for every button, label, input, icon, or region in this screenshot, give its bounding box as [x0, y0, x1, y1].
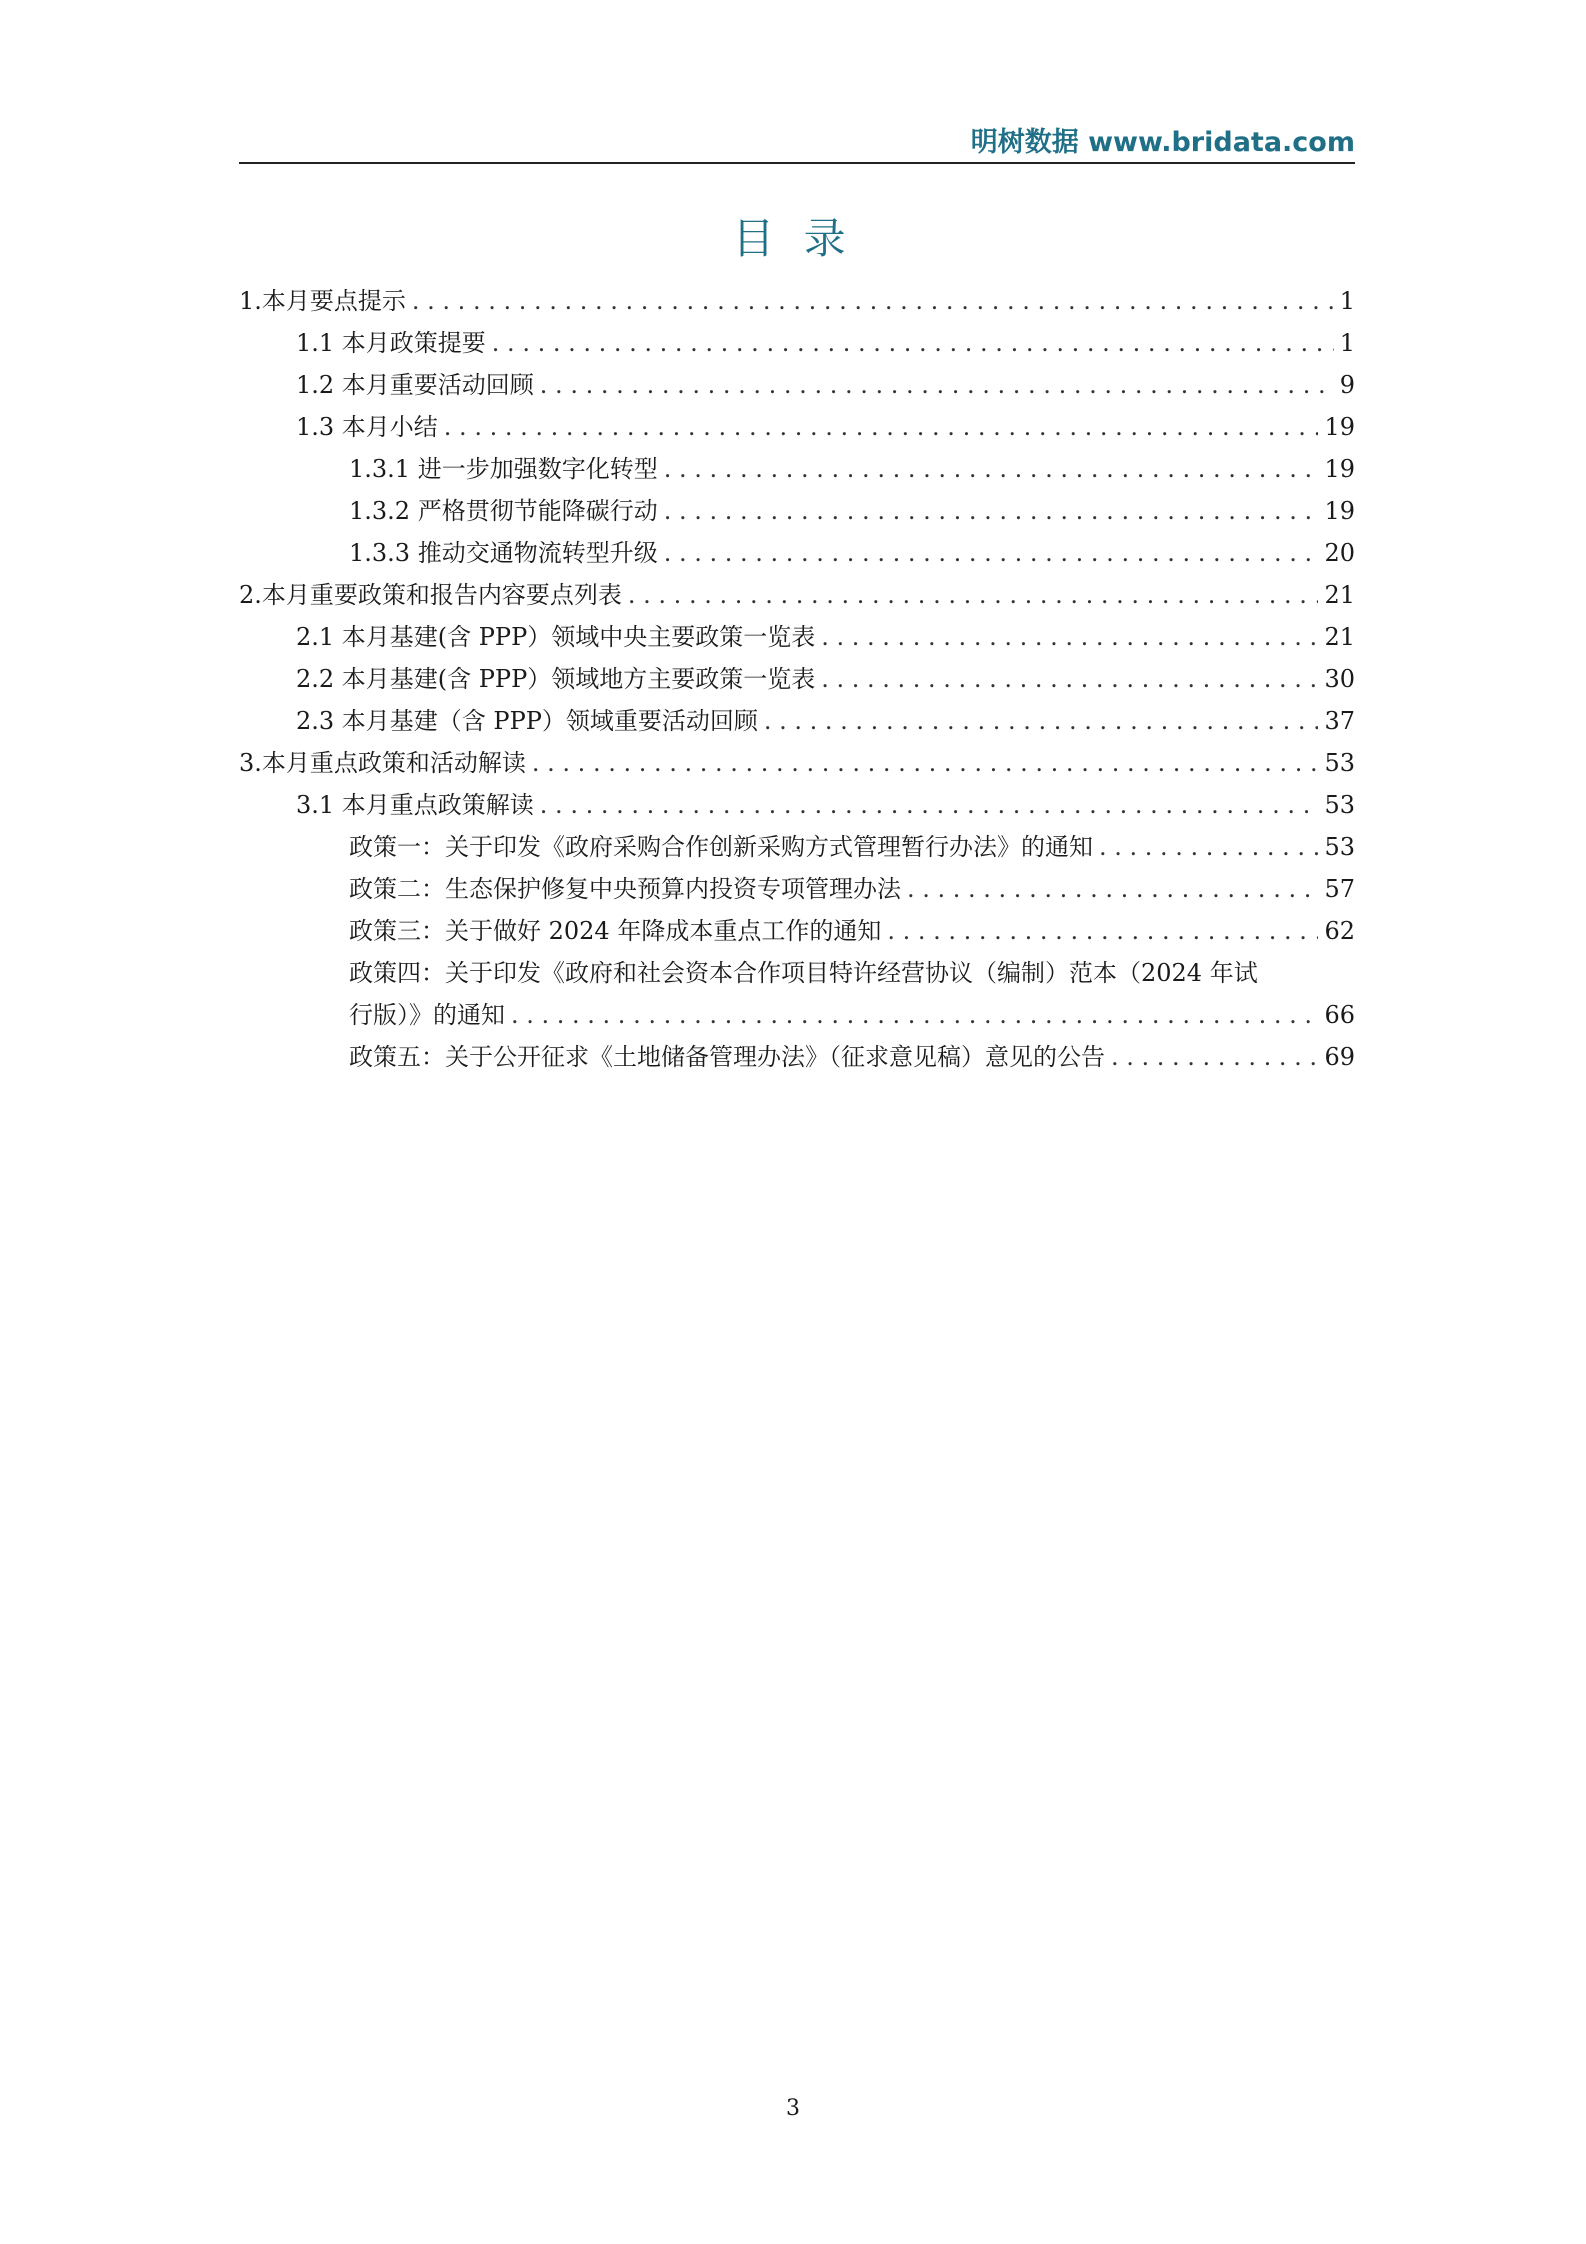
toc-leader-dots: [664, 532, 1319, 574]
toc-entry-label: 政策二：生态保护修复中央预算内投资专项管理办法: [349, 875, 901, 903]
toc-leader-dots: [664, 490, 1319, 532]
table-of-contents: [239, 280, 1355, 1078]
toc-entry[interactable]: [239, 406, 1355, 448]
toc-entry[interactable]: [239, 532, 1355, 574]
toc-entry-page: 66: [1324, 1001, 1355, 1029]
toc-entry-label: 1.3 本月小结: [296, 413, 438, 441]
toc-entry[interactable]: [239, 868, 1355, 910]
toc-entry-page: 9: [1339, 371, 1355, 399]
toc-entry-page: 69: [1324, 1043, 1355, 1071]
toc-entry-page: 1: [1339, 287, 1355, 315]
toc-entry-label: 1.3.1 进一步加强数字化转型: [349, 455, 658, 483]
toc-entry-label: 1.1 本月政策提要: [296, 329, 486, 357]
toc-entry-page: 30: [1324, 665, 1355, 693]
toc-entry-label: 1.2 本月重要活动回顾: [296, 371, 534, 399]
toc-entry[interactable]: [239, 616, 1355, 658]
header-divider: [239, 162, 1355, 164]
toc-entry-label: 3.1 本月重点政策解读: [296, 791, 534, 819]
toc-leader-dots: [821, 658, 1318, 700]
header-brand: 明树数据 www.bridata.com: [970, 127, 1355, 158]
toc-leader-dots: [412, 280, 1334, 322]
toc-entry-page: 20: [1324, 539, 1355, 567]
toc-entry-label: 政策三：关于做好 2024 年降成本重点工作的通知: [349, 917, 882, 945]
toc-entry-page: 21: [1324, 623, 1355, 651]
toc-leader-dots: [628, 574, 1319, 616]
toc-leader-dots: [764, 700, 1319, 742]
toc-entry-page: 1: [1339, 329, 1355, 357]
toc-leader-dots: [907, 868, 1318, 910]
toc-entry[interactable]: [239, 574, 1355, 616]
toc-entry[interactable]: [239, 364, 1355, 406]
toc-title: 目 录: [732, 214, 854, 263]
toc-entry[interactable]: [239, 490, 1355, 532]
toc-entry[interactable]: [239, 322, 1355, 364]
toc-entry[interactable]: [239, 826, 1355, 868]
toc-entry[interactable]: [239, 910, 1355, 952]
toc-leader-dots: [444, 406, 1319, 448]
toc-entry-label: 2.3 本月基建（含 PPP）领域重要活动回顾: [296, 707, 758, 735]
toc-entry[interactable]: [239, 742, 1355, 784]
toc-entry-label: 1.本月要点提示: [239, 287, 406, 315]
toc-entry[interactable]: [239, 448, 1355, 490]
toc-leader-dots: [540, 364, 1334, 406]
toc-leader-dots: [664, 448, 1319, 490]
toc-leader-dots: [887, 910, 1318, 952]
toc-entry[interactable]: [239, 994, 1355, 1036]
toc-leader-dots: [1111, 1036, 1318, 1078]
toc-entry-label: 政策一：关于印发《政府采购合作创新采购方式管理暂行办法》的通知: [349, 833, 1093, 861]
toc-leader-dots: [492, 322, 1334, 364]
toc-entry-page: 19: [1324, 497, 1355, 525]
toc-entry-page: 19: [1324, 455, 1355, 483]
toc-entry[interactable]: [239, 700, 1355, 742]
page-number: 3: [786, 2096, 800, 2121]
toc-entry-label: 3.本月重点政策和活动解读: [239, 749, 526, 777]
toc-entry-page: 53: [1324, 791, 1355, 819]
toc-entry-label: 行版）》的通知: [349, 1001, 505, 1029]
toc-leader-dots: [821, 616, 1318, 658]
toc-leader-dots: [532, 742, 1319, 784]
toc-entry-label: 1.3.2 严格贯彻节能降碳行动: [349, 497, 658, 525]
toc-entry-label: 政策五：关于公开征求《土地储备管理办法》（征求意见稿）意见的公告: [349, 1043, 1105, 1071]
toc-leader-dots: [511, 994, 1318, 1036]
toc-entry-label: 2.2 本月基建(含 PPP）领域地方主要政策一览表: [296, 665, 816, 693]
toc-entry-first-line[interactable]: [239, 952, 1355, 994]
toc-entry-page: 53: [1324, 833, 1355, 861]
toc-leader-dots: [1099, 826, 1318, 868]
toc-entry-page: 37: [1324, 707, 1355, 735]
toc-entry-page: 62: [1324, 917, 1355, 945]
toc-entry-label: 2.1 本月基建(含 PPP）领域中央主要政策一览表: [296, 623, 816, 651]
toc-entry-page: 53: [1324, 749, 1355, 777]
toc-entry[interactable]: [239, 658, 1355, 700]
toc-entry[interactable]: [239, 280, 1355, 322]
toc-entry-label: 2.本月重要政策和报告内容要点列表: [239, 581, 622, 609]
toc-entry-page: 57: [1324, 875, 1355, 903]
toc-entry[interactable]: [239, 784, 1355, 826]
toc-entry-page: 21: [1324, 581, 1355, 609]
toc-leader-dots: [540, 784, 1319, 826]
toc-entry-label: 政策四：关于印发《政府和社会资本合作项目特许经营协议（编制）范本（2024 年试: [349, 959, 1258, 987]
toc-entry-page: 19: [1324, 413, 1355, 441]
toc-entry[interactable]: [239, 1036, 1355, 1078]
toc-entry-label: 1.3.3 推动交通物流转型升级: [349, 539, 658, 567]
